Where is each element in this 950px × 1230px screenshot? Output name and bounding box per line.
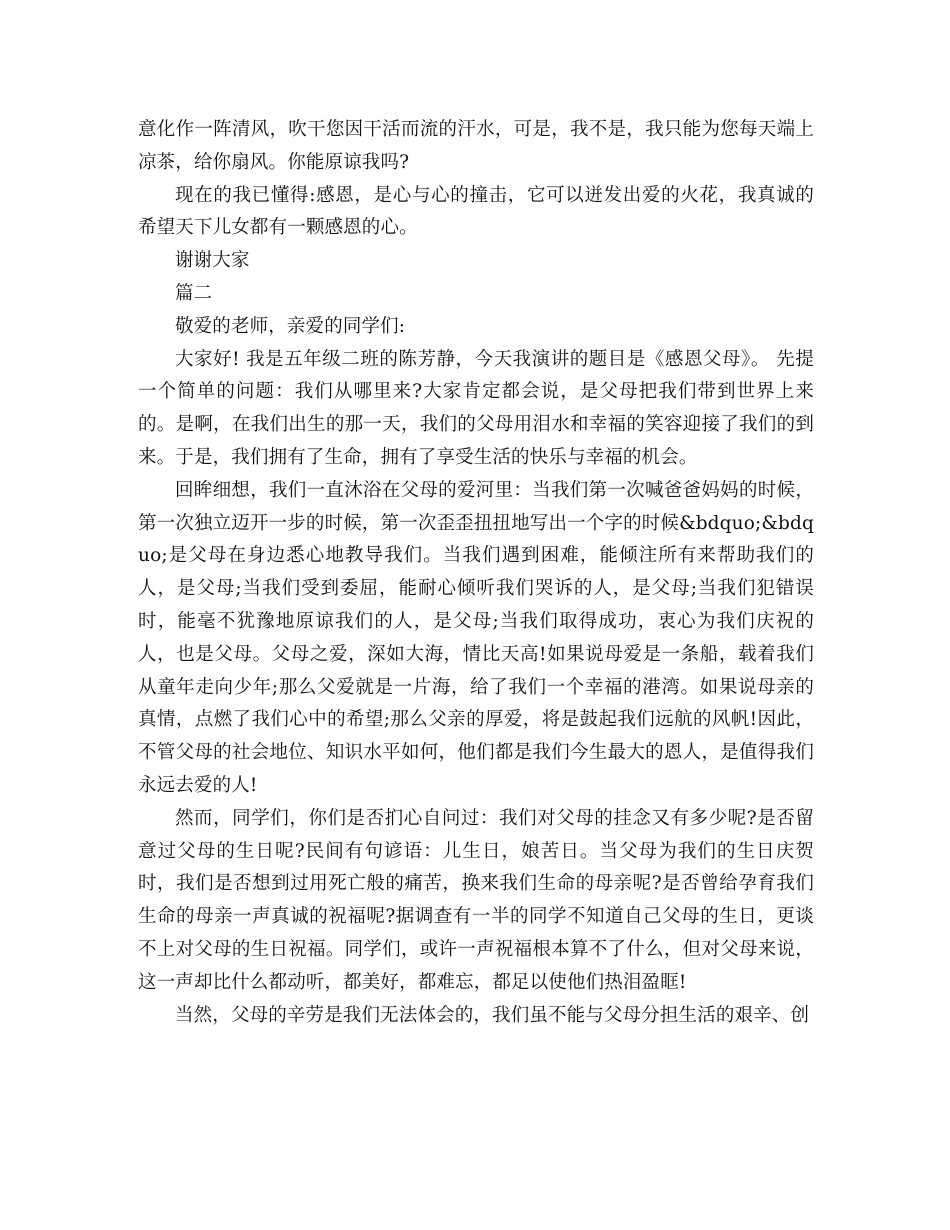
- paragraph-closing-start: 当然，父母的辛劳是我们无法体会的，我们虽不能与父母分担生活的艰辛、创: [175, 1004, 810, 1026]
- document-body: [138, 114, 814, 1032]
- paragraph-greeting: 敬爱的老师，亲爱的同学们:: [175, 315, 406, 337]
- paragraph-introduction: 大家好! 我是五年级二班的陈芳静，今天我演讲的题目是《感恩父母》。 先提一个简单的问题：我们从哪里来?大家肯定都会说，是父母把我们带到世界上来的。是啊，在我们出生的那一天，我们的父母用泪水和幸福的笑容迎接了我们的到来。于是，我们拥有了生命，拥有了享受生活的快乐与幸福的机会。: [138, 348, 814, 468]
- paragraph-reflection: 然而，同学们，你们是否扪心自问过：我们对父母的挂念又有多少呢?是否留意过父母的生日呢?民间有句谚语：儿生日，娘苦日。当父母为我们的生日庆贺时，我们是否想到过用死亡般的痛苦，换来我们生命的母亲呢?是否曾给孕育我们生命的母亲一声真诚的祝福呢?据调查有一半的同学不知道自己父母的生日，更谈不上对父母的生日祝福。同学们，或许一声祝福根本算不了什么，但对父母来说，这一声却比什么都动听，都美好，都难忘，都足以使他们热泪盈眶!: [138, 807, 814, 993]
- section-heading-part-two: 篇二: [175, 282, 213, 304]
- paragraph-gratitude-understanding: 现在的我已懂得:感恩，是心与心的撞击，它可以迸发出爱的火花，我真诚的希望天下儿女都有一颗感恩的心。: [138, 184, 814, 239]
- paragraph-thanks: 谢谢大家: [175, 250, 250, 272]
- paragraph-continuation: 意化作一阵清风，吹干您因干活而流的汗水，可是，我不是，我只能为您每天端上凉茶，给你扇风。你能原谅我吗?: [138, 119, 814, 173]
- paragraph-parental-love: 回眸细想，我们一直沐浴在父母的爱河里：当我们第一次喊爸爸妈妈的时候，第一次独立迈开一步的时候，第一次歪歪扭扭地写出一个字的时候&bdquo;&bdquo;是父母在身边悉心地教导我们。当我们遇到困难，能倾注所有来帮助我们的人，是父母;当我们受到委屈，能耐心倾听我们哭诉的人，是父母;当我们犯错误时，能毫不犹豫地原谅我们的人，是父母;当我们取得成功，衷心为我们庆祝的人，也是父母。父母之爱，深如大海，情比天高!如果说母爱是一条船，载着我们从童年走向少年;那么父爱就是一片海，给了我们一个幸福的港湾。如果说母亲的真情，点燃了我们心中的希望;那么父亲的厚爱，将是鼓起我们远航的风帆!因此，不管父母的社会地位、知识水平如何，他们都是我们今生最大的恩人，是值得我们永远去爱的人!: [138, 479, 814, 796]
